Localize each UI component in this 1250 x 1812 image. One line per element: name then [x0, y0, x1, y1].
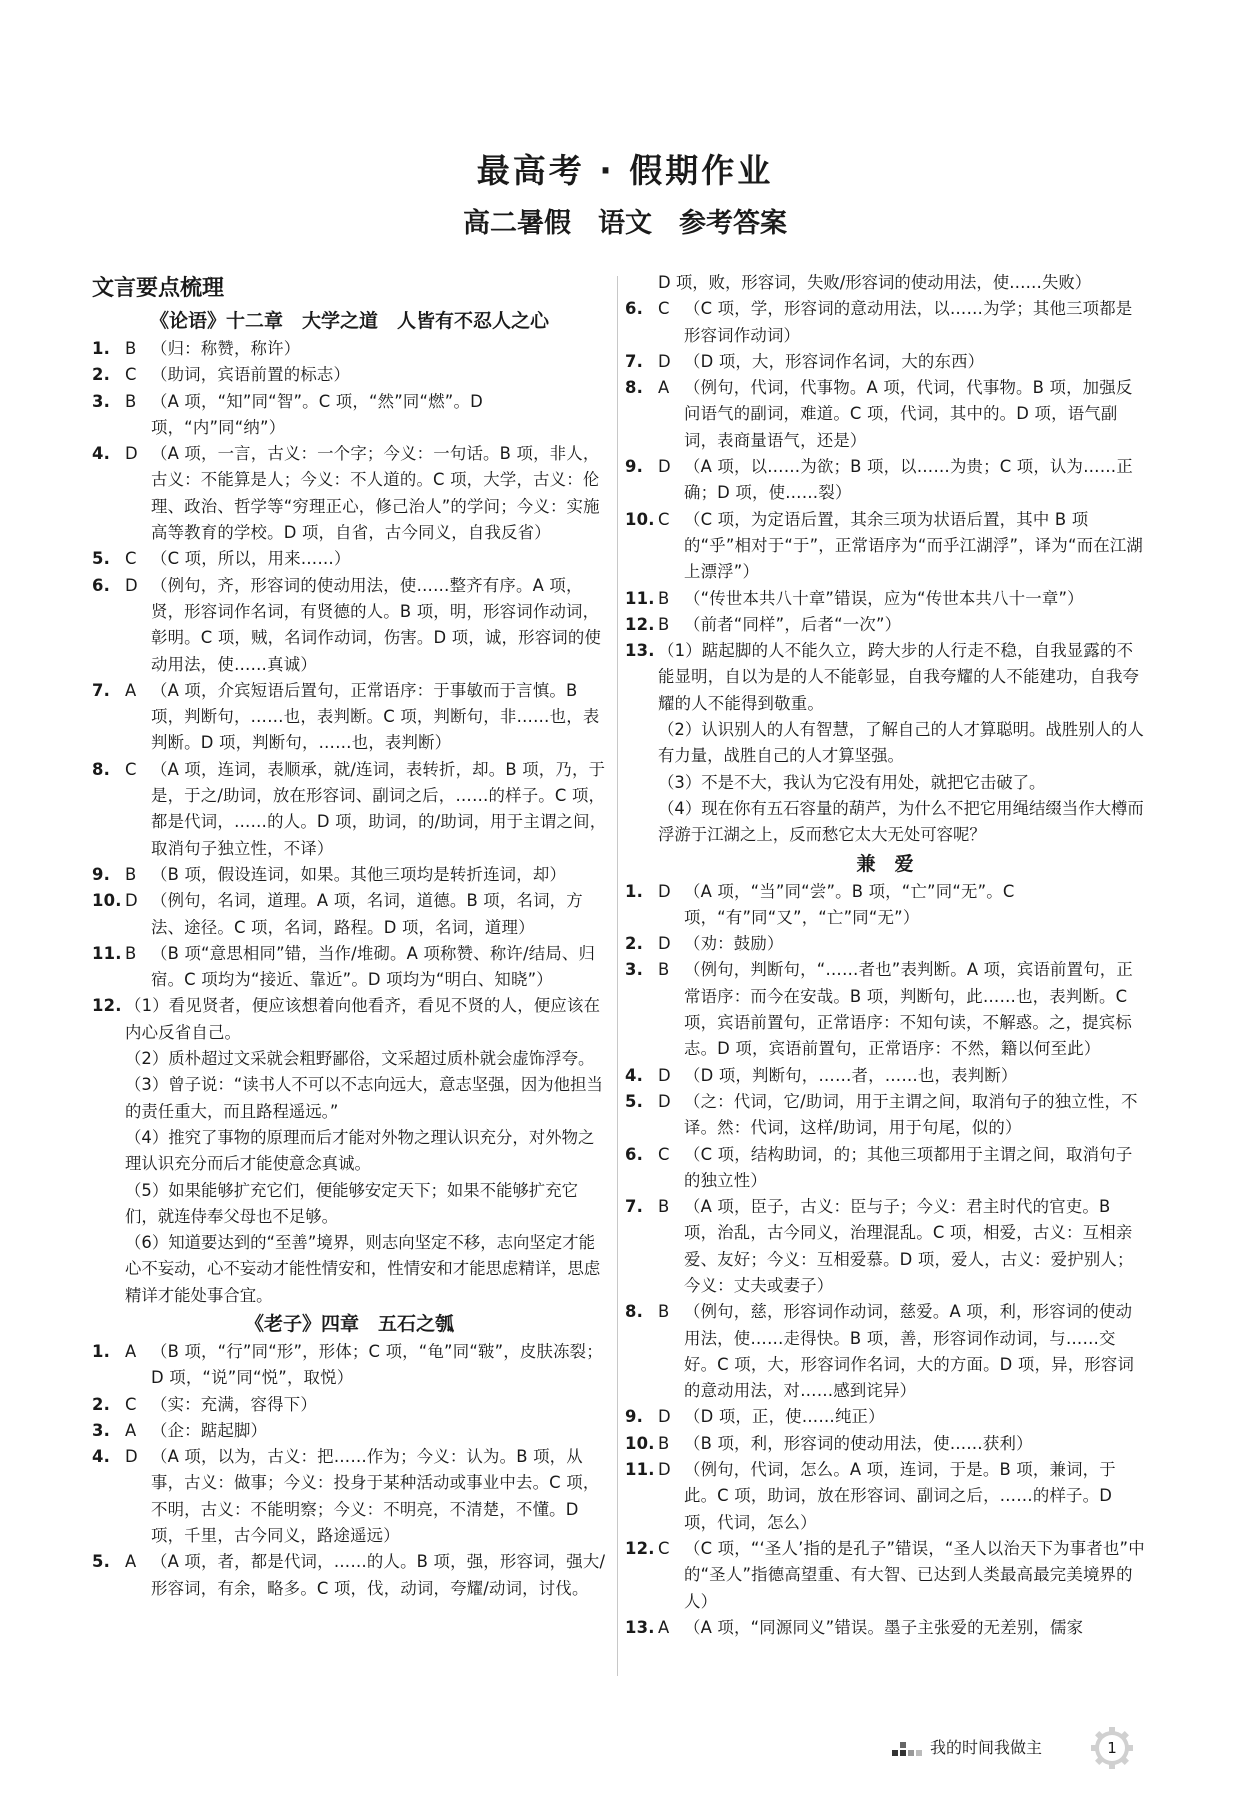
answer-item — [92, 573, 607, 678]
answer-item — [625, 1615, 1145, 1641]
question-number: 9. — [625, 457, 644, 477]
answer-item — [625, 1194, 1145, 1299]
right-column — [625, 270, 1145, 1690]
answer-letter: D — [658, 457, 671, 477]
answer-explanation: （B 项，利，形容词的使动用法，使……获利） — [684, 1433, 1033, 1453]
page-subtitle: 高二暑假 语文 参考答案 — [463, 208, 787, 239]
answer-letter: B — [658, 1302, 670, 1322]
answer-item — [92, 888, 607, 941]
answer-explanation: （例句，慈，形容词作动词，慈爱。A 项，利，形容词的使动用法，使……走得快。B 项，善，形容词作动词，与……交好。C 项，大，形容词作名词，大的方面。D 项，异，形容词的意动用法，对……感到诧异） — [684, 1302, 1135, 1401]
answer-item — [625, 507, 1145, 586]
question-number: 3. — [92, 391, 111, 411]
answer-explanation: （企：踮起脚） — [151, 1420, 268, 1440]
answer-letter: D — [125, 1447, 138, 1467]
answer-item — [92, 862, 607, 888]
answer-item — [625, 612, 1145, 638]
answer-item — [625, 586, 1145, 612]
answer-letter: B — [125, 339, 137, 358]
answer-letter: D — [658, 934, 671, 954]
answer-letter: D — [658, 881, 671, 901]
answer-explanation: （A 项，以为，古义：把……作为；今义：认为。B 项，从事，古义：做事；今义：投身于某种活动或事业中去。C 项，不明，古义：不能明察；今义：不明亮，不清楚，不懂。D 项，千里，古今同义，路途遥远） — [151, 1447, 600, 1546]
answer-explanation: （C 项，“‘圣人’指的是孔子”错误，“圣人以治天下为事者也”中的“圣人”指德高望重、有大智、已达到人类最高最完美境界的人） — [684, 1538, 1145, 1611]
question-number: 13. — [625, 641, 655, 661]
answer-letter: B — [658, 960, 670, 980]
question-number: 3. — [92, 1420, 111, 1440]
question-number: 10. — [92, 891, 122, 911]
answer-item — [92, 362, 607, 388]
answer-letter: B — [125, 391, 137, 411]
answer-explanation: （之：代词，它/助词，用于主谓之间，取消句子的独立性，不译。然：代词，这样/助词，用于句尾，似的） — [684, 1091, 1138, 1138]
answer-letter: B — [125, 943, 137, 963]
question-number: 4. — [92, 444, 111, 464]
answer-explanation: （D 项，正，使……纯正） — [684, 1407, 885, 1427]
question-number: 7. — [625, 1197, 644, 1217]
left-column — [92, 270, 607, 1690]
answer-item — [625, 1089, 1145, 1142]
answer-letter: C — [125, 549, 137, 569]
laozi-answers — [92, 1339, 607, 1602]
answer-item — [92, 336, 607, 362]
translation-line: （2）质朴超过文采就会粗野鄙俗，文采超过质朴就会虚饰浮夸。 — [125, 1049, 595, 1069]
answer-explanation: （例句，代词，代事物。A 项，代词，代事物。B 项，加强反问语气的副词，难道。C 项，代词，其中的。D 项，语气副词，表商量语气，还是） — [684, 378, 1133, 450]
question-number: 11. — [92, 943, 122, 963]
question-number: 10. — [625, 509, 655, 529]
question-number: 11. — [625, 588, 655, 608]
question-number: 5. — [92, 1552, 111, 1572]
laozi-answers-continued — [625, 296, 1145, 717]
answer-explanation: （D 项，大，形容词作名词，大的东西） — [684, 351, 985, 371]
answer-explanation: （D 项，判断句，……者，……也，表判断） — [684, 1065, 1018, 1085]
answer-item — [92, 757, 607, 862]
footer-dots-icon — [890, 1740, 924, 1758]
answer-explanation: （归：称赞，称许） — [151, 339, 301, 358]
question-number: 1. — [92, 1341, 111, 1361]
answer-letter: B — [658, 588, 670, 608]
translation-line: （4）推究了事物的原理而后才能对外物之理认识充分，对外物之理认识充分而后才能使意念真诚。 — [125, 1127, 595, 1174]
answer-explanation: （B 项，假设连词，如果。其他三项均是转折连词，却） — [151, 864, 567, 884]
question-number: 11. — [625, 1460, 655, 1480]
footer-slogan: 我的时间我做主 — [930, 1738, 1043, 1757]
answer-explanation: （例句，名词，道理。A 项，名词，道德。B 项，名词，方法、途径。C 项，名词，路程。D 项，名词，道理） — [151, 891, 583, 937]
answer-letter: C — [125, 365, 137, 385]
answer-item — [625, 1431, 1145, 1457]
page-header — [0, 148, 1250, 246]
answer-explanation: （助词，宾语前置的标志） — [151, 365, 351, 385]
answer-item — [625, 638, 1145, 717]
question-number: 6. — [625, 299, 644, 319]
question-number: 1. — [625, 881, 644, 901]
translation-line: （3）曾子说：“读书人不可以不志向远大，意志坚强，因为他担当的责任重大，而且路程遥远。” — [125, 1075, 603, 1121]
question-number: 2. — [92, 365, 111, 385]
answer-explanation: （A 项，介宾短语后置句，正常语序：于事敏而于言慎。B 项，判断句，……也，表判断。C 项，判断句，非……也，表判断。D 项，判断句，……也，表判断） — [151, 680, 600, 753]
translation-line: （2）认识别人的人有智慧，了解自己的人才算聪明。战胜别人的人有力量，战胜自己的人才算坚强。 — [658, 720, 1144, 766]
answer-item — [625, 931, 1145, 957]
question-number: 5. — [625, 1091, 644, 1111]
answer-letter: D — [658, 1407, 671, 1427]
answer-letter: A — [125, 1552, 137, 1572]
answer-item — [92, 993, 607, 1046]
question-number: 8. — [92, 759, 111, 779]
answer-item — [92, 1339, 607, 1392]
answer-explanation: （C 项，结构助词，的；其他三项都用于主谓之间，取消句子的独立性） — [684, 1144, 1133, 1190]
answer-explanation: （例句，齐，形容词的使动用法，使……整齐有序。A 项，贤，形容词作名词，有贤德的人。B 项，明，形容词作动词，彰明。C 项，贼，名词作动词，伤害。D 项，诚，形容词的使动用法，使……真诚） — [151, 575, 602, 674]
answer-item — [625, 879, 1145, 932]
answer-letter: A — [125, 1420, 137, 1440]
answer-letter: C — [658, 1538, 670, 1558]
lesson-heading-laozi: 《老子》四章 五石之瓠 — [244, 1312, 454, 1335]
question-number: 9. — [92, 864, 111, 884]
answer-explanation: （例句，代词，怎么。A 项，连词，于是。B 项，兼词，于此。C 项，助词，放在形容词、副词之后，……的样子。D 项，代词，怎么） — [684, 1460, 1116, 1532]
answer-item — [92, 1444, 607, 1549]
answer-letter: C — [658, 509, 670, 529]
lunyu-answers — [92, 336, 607, 1046]
question-number: 4. — [92, 1447, 111, 1467]
laozi-translations — [625, 717, 1145, 848]
answer-letter: B — [658, 614, 670, 634]
answer-letter: B — [658, 1433, 670, 1453]
answer-explanation: （例句，判断句，“……者也”表判断。A 项，宾语前置句，正常语序：而今在安哉。B 项，判断句，此……也，表判断。C 项，宾语前置句，正常语序：不知句读，不解惑。之，提宾标志。D 项，宾语前置句，正常语序：不然，籍以何至此） — [684, 960, 1133, 1059]
answer-explanation: （1）踮起脚的人不能久立，跨大步的人行走不稳，自我显露的不能显明，自以为是的人不能彰显，自我夸耀的人不能建功，自我夸耀的人不能得到敬重。 — [658, 641, 1140, 713]
answer-item — [92, 1549, 607, 1602]
lesson-heading-jianai: 兼 爱 — [856, 852, 914, 875]
page-title: 最高考 · 假期作业 — [476, 151, 774, 190]
answer-explanation: （C 项，学，形容词的意动用法，以……为学；其他三项都是形容词作动词） — [684, 299, 1133, 345]
answer-letter: D — [658, 1091, 671, 1111]
answer-item — [625, 1404, 1145, 1430]
question-number: 12. — [625, 614, 655, 634]
answer-item — [625, 1299, 1145, 1404]
answer-letter: A — [125, 1341, 137, 1361]
answer-item — [92, 546, 607, 572]
answer-explanation: （C 项，所以，用来……） — [151, 549, 351, 569]
answer-letter: D — [658, 1460, 671, 1480]
question-number: 5. — [92, 549, 111, 569]
question-number: 10. — [625, 1433, 655, 1453]
question-number: 2. — [625, 934, 644, 954]
answer-item — [625, 957, 1145, 1062]
answer-item — [92, 941, 607, 994]
answer-item — [625, 1536, 1145, 1615]
answer-explanation: （A 项，以……为欲；B 项，以……为贵；C 项，认为……正确；D 项，使……裂） — [684, 457, 1133, 503]
answer-explanation: （劝：鼓励） — [684, 934, 784, 954]
answer-explanation: （B 项，“行”同“形”，形体；C 项，“龟”同“皲”，皮肤冻裂；D 项，“说”同“悦”，取悦） — [151, 1341, 603, 1388]
question-number: 7. — [92, 680, 111, 700]
answer-letter: D — [125, 444, 138, 464]
lesson-heading-lunyu: 《论语》十二章 大学之道 人皆有不忍人之心 — [149, 310, 549, 332]
answer-explanation: （A 项，臣子，古义：臣与子；今义：君主时代的官吏。B 项，治乱，古今同义，治理混乱。C 项，相爱，古义：互相亲爱、友好；今义：互相爱慕。D 项，爱人，古义：爱护别人；今义：丈夫或妻子） — [684, 1197, 1134, 1295]
answer-explanation: （B 项“意思相同”错，当作/堆砌。A 项称赞、称许/结局、归宿。C 项均为“接近、靠近”。D 项均为“明白、知晓”） — [151, 943, 596, 990]
answer-item — [625, 296, 1145, 349]
question-number: 12. — [92, 996, 122, 1016]
question-number: 12. — [625, 1538, 655, 1558]
answer-letter: A — [658, 1617, 670, 1637]
question-number: 6. — [92, 575, 111, 595]
answer-explanation: （前者“同样”，后者“一次”） — [684, 614, 902, 634]
answer-letter: D — [658, 1065, 671, 1085]
question-number: 9. — [625, 1407, 644, 1427]
translation-line: （6）知道要达到的“至善”境界，则志向坚定不移，志向坚定才能心不妄动，心不妄动才能性情安和，性情安和才能思虑精详，思虑精详才能处事合宜。 — [125, 1233, 601, 1305]
answer-explanation: （实：充满，容得下） — [151, 1394, 317, 1414]
answer-explanation: （A 项，“知”同“智”。C 项，“然”同“燃”。D 项，“内”同“纳”） — [151, 391, 483, 437]
answer-explanation: （1）看见贤者，便应该想着向他看齐，看见不贤的人，便应该在内心反省自己。 — [125, 996, 601, 1042]
answer-explanation: （A 项，“当”同“尝”。B 项，“亡”同“无”。C 项，“有”同“又”，“亡”同“无”） — [684, 881, 1015, 927]
answer-letter: D — [658, 351, 671, 371]
question-number: 13. — [625, 1617, 655, 1637]
lunyu-translations — [92, 1046, 607, 1309]
answer-item — [92, 1392, 607, 1418]
answer-explanation: （C 项，为定语后置，其余三项为状语后置，其中 B 项的“乎”相对于“于”，正常语序为“而乎江湖浮”，译为“而在江湖上漂浮”） — [684, 509, 1144, 582]
answer-letter: B — [125, 864, 137, 884]
answer-letter: C — [125, 1394, 137, 1414]
answer-letter: C — [125, 759, 137, 779]
answer-explanation: （A 项，连词，表顺承，就/连词，表转折，却。B 项，乃，于是，于之/助词，放在形容词、副词之后，……的样子。C 项，都是代词，……的人。D 项，助词，的/助词，用于主谓之间，取消句子独立性，不译） — [151, 759, 607, 858]
continued-explanation: D 项，败，形容词，失败/形容词的使动用法，使……失败） — [658, 273, 1092, 292]
question-number: 8. — [625, 1302, 644, 1322]
column-divider — [617, 276, 618, 1676]
question-number: 7. — [625, 351, 644, 371]
section-heading: 文言要点梳理 — [92, 276, 225, 301]
answer-letter: B — [658, 1197, 670, 1217]
answer-item — [92, 678, 607, 757]
answer-item — [625, 1063, 1145, 1089]
translation-line: （5）如果能够扩充它们，便能够安定天下；如果不能够扩充它们，就连侍奉父母也不足够。 — [125, 1180, 578, 1226]
answer-item — [625, 375, 1145, 454]
answer-item — [625, 1457, 1145, 1536]
question-number: 8. — [625, 378, 644, 398]
answer-letter: C — [658, 299, 670, 319]
question-number: 6. — [625, 1144, 644, 1164]
question-number: 1. — [92, 339, 111, 358]
question-number: 3. — [625, 960, 644, 980]
translation-line: （4）现在你有五石容量的葫芦，为什么不把它用绳结缀当作大樽而浮游于江湖之上，反而愁它太大无处可容呢？ — [658, 798, 1144, 845]
answer-letter: A — [658, 378, 670, 398]
answer-explanation: （A 项，“同源同义”错误。墨子主张爱的无差别，儒家 — [684, 1617, 1084, 1637]
answer-explanation: （A 项，者，都是代词，……的人。B 项，强，形容词，强大/形容词，有余，略多。C 项，伐，动词，夸耀/动词，讨伐。 — [151, 1552, 606, 1598]
answer-letter: A — [125, 680, 137, 700]
answer-item — [625, 454, 1145, 507]
answer-letter: D — [125, 575, 138, 595]
page-number: 1 — [1107, 1739, 1117, 1757]
answer-explanation: （“传世本共八十章”错误，应为“传世本共八十一章”） — [684, 588, 1084, 608]
answer-item — [92, 441, 607, 546]
answer-item — [92, 1418, 607, 1444]
answer-letter: D — [125, 891, 138, 911]
question-number: 4. — [625, 1065, 644, 1085]
answer-explanation: （A 项，一言，古义：一个字；今义：一句话。B 项，非人，古义：不能算是人；今义：不人道的。C 项，大学，古义：伦理、政治、哲学等“穷理正心，修己治人”的学问；今义：实施高等教育的学校。D 项，自省，古今同义，自我反省） — [151, 444, 600, 543]
answer-letter: C — [658, 1144, 670, 1164]
answer-item — [625, 1142, 1145, 1195]
translation-line: （3）不是不大，我认为它没有用处，就把它击破了。 — [658, 772, 1046, 792]
question-number: 2. — [92, 1394, 111, 1414]
answer-item — [625, 349, 1145, 375]
answer-item — [92, 389, 607, 442]
jianai-answers — [625, 879, 1145, 1642]
